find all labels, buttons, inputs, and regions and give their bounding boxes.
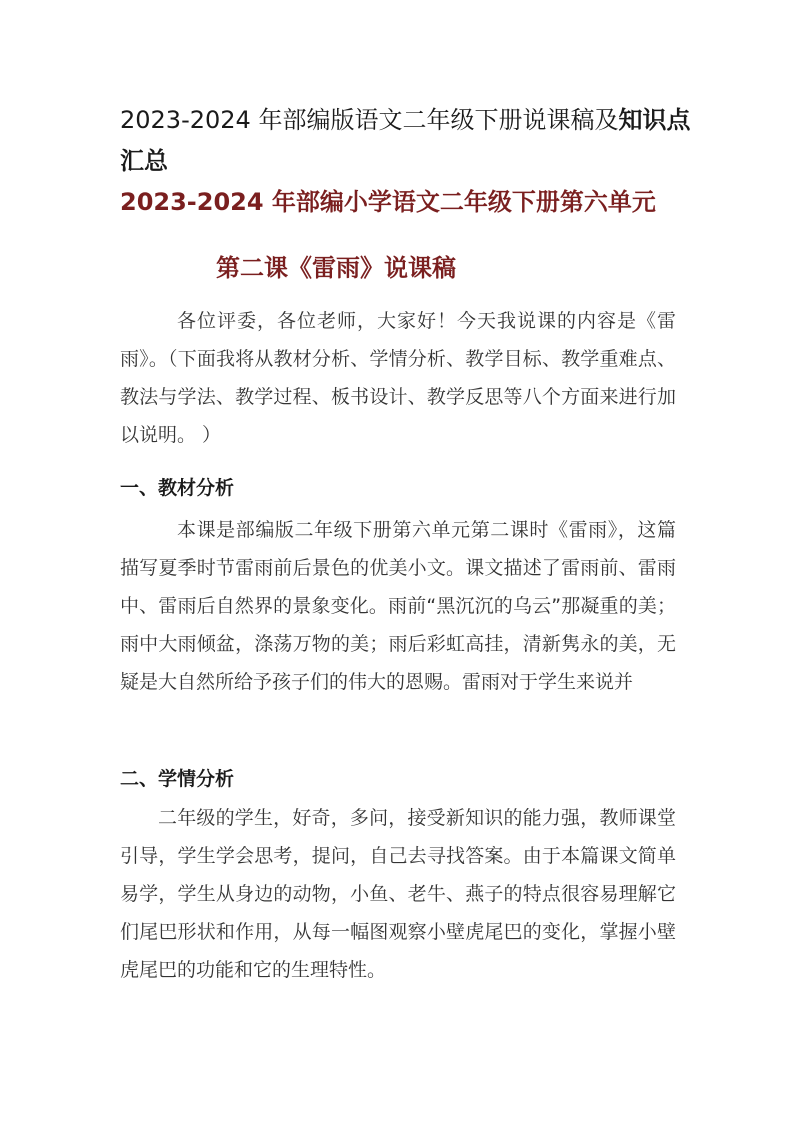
intro-paragraph: 各位评委，各位老师，大家好！今天我说课的内容是《雷雨》。（下面我将从教材分析、学情分析、教学目标、教学重难点、教法与学法、教学过程、板书设计、教学反思等八个方面来进行加以说明。 ） (120, 310, 676, 446)
section-heading-learner-analysis: 二、学情分析 (120, 768, 235, 790)
document-title-line-2: 汇总 (120, 147, 168, 175)
section-heading-textbook-analysis: 一、教材分析 (120, 477, 235, 499)
unit-subtitle: 2023-2024 年部编小学语文二年级下册第六单元 (120, 188, 656, 216)
textbook-analysis-paragraph: 本课是部编版二年级下册第六单元第二课时《雷雨》，这篇描写夏季时节雷雨前后景色的优美小文。课文描述了雷雨前、雷雨中、雷雨后自然界的景象变化。雨前“黑沉沉的乌云”那凝重的美；雨中大雨倾盆，涤荡万物的美；雨后彩虹高挂，清新隽永的美，无疑是大自然所给予孩子们的伟大的恩赐。雷雨对于学生来说并 (120, 519, 676, 693)
learner-analysis-paragraph: 二年级的学生，好奇，多问，接受新知识的能力强，教师课堂引导，学生学会思考，提问，自己去寻找答案。由于本篇课文简单易学，学生从身边的动物，小鱼、老牛、燕子的特点很容易理解它们尾巴形状和作用，从每一幅图观察小壁虎尾巴的变化，掌握小壁虎尾巴的功能和它的生理特性。 (120, 807, 676, 981)
document-title-line-1 (120, 104, 690, 136)
title-bold-text: 知识点 (618, 106, 691, 134)
lesson-title: 第二课《雷雨》说课稿 (216, 254, 456, 282)
title-regular-text: 2023-2024 年部编版语文二年级下册说课稿及 (120, 106, 619, 134)
